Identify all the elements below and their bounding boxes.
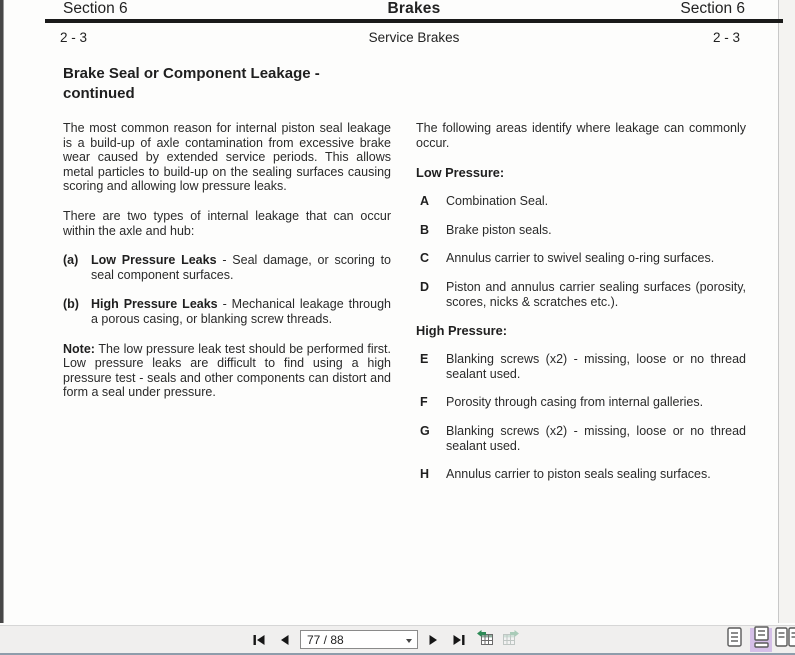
header-section-left: Section 6	[63, 0, 128, 17]
page-number-input[interactable]	[301, 632, 397, 647]
section-title: Brake Seal or Component Leakage - continued	[63, 65, 320, 102]
list-item	[63, 297, 391, 326]
next-view-button[interactable]	[501, 631, 520, 649]
list-item-rest: - Mechanical leakage through a porous casing, or blanking screw threads.	[91, 297, 391, 326]
previous-view-button[interactable]	[475, 631, 494, 649]
previous-page-button[interactable]	[275, 631, 293, 649]
list-item	[416, 352, 746, 381]
page-number-combobox[interactable]	[300, 630, 418, 649]
note-paragraph	[63, 342, 391, 400]
high-pressure-heading: High Pressure:	[416, 323, 508, 339]
list-item-label: E	[420, 352, 429, 367]
header-subtitle: Service Brakes	[368, 30, 460, 45]
list-item-text: Annulus carrier to piston seals sealing surfaces.	[446, 467, 711, 482]
header-section-right: Section 6	[680, 0, 745, 17]
first-page-icon	[252, 633, 266, 647]
list-item-text	[91, 253, 391, 282]
list-item-text: Annulus carrier to swivel sealing o-ring surfaces.	[446, 251, 715, 266]
continuous-layout-button[interactable]	[750, 628, 772, 652]
list-item-text	[91, 297, 391, 326]
list-item-text: Porosity through casing from internal galleries.	[446, 395, 704, 410]
previous-page-icon	[278, 633, 290, 647]
list-item-label: (b)	[63, 297, 79, 312]
last-page-button[interactable]	[450, 631, 468, 649]
previous-view-icon	[476, 629, 494, 651]
list-item	[416, 467, 746, 482]
paragraph: The most common reason for internal piston seal leakage is a build-up of axle contamination from excessive brake wear caused by extended service periods. This allows metal particles to build-up on the sealing surfaces causing scoring and allowing low pressure leaks.	[63, 121, 391, 194]
list-item	[63, 253, 391, 282]
list-item-label: (a)	[63, 253, 79, 268]
list-item-text: Blanking screws (x2) - missing, loose or no thread sealant used.	[446, 423, 746, 453]
list-item-label: H	[420, 467, 430, 482]
list-item-label: A	[420, 194, 430, 209]
paragraph: The following areas identify where leakage can commonly occur.	[416, 121, 746, 150]
facing-pages-layout-button[interactable]	[777, 628, 795, 652]
note-text: The low pressure leak test should be performed first. Low pressure leaks are difficult to find using a high pressure test - seals and other components can distort and form a seal under pressure.	[63, 341, 391, 400]
list-item-text: Blanking screws (x2) - missing, loose or no thread sealant used.	[446, 352, 746, 381]
header-pageno-left: 2 - 3	[60, 30, 88, 45]
list-item-label: B	[420, 222, 430, 237]
left-column	[63, 64, 391, 400]
next-view-icon	[502, 629, 520, 651]
page-layout-controls	[723, 626, 795, 653]
list-item	[416, 424, 746, 453]
note-label: Note:	[63, 341, 95, 356]
list-item-label: F	[420, 395, 428, 410]
list-item	[416, 251, 746, 266]
paragraph: There are two types of internal leakage that can occur within the axle and hub:	[63, 208, 391, 238]
next-page-icon	[428, 633, 440, 647]
list-item-text: Brake piston seals.	[446, 222, 552, 237]
list-item-text: Combination Seal.	[446, 194, 549, 209]
list-item-bold: High Pressure Leaks	[91, 297, 218, 312]
list-item-bold: Low Pressure Leaks	[91, 253, 217, 268]
list-item	[416, 395, 746, 410]
list-item-text: Piston and annulus carrier sealing surfaces (porosity, scores, nicks & scratches etc.).	[446, 279, 746, 309]
list-item	[416, 194, 746, 209]
list-item-label: C	[420, 251, 430, 266]
header-pageno-right: 2 - 3	[712, 30, 740, 45]
last-page-icon	[452, 633, 466, 647]
list-item-label: D	[420, 279, 430, 294]
viewer-toolbar	[0, 625, 795, 655]
continuous-layout-icon	[754, 626, 769, 653]
list-item-label: G	[420, 423, 430, 438]
header-title: Brakes	[387, 0, 441, 17]
next-page-button[interactable]	[425, 631, 443, 649]
list-item	[416, 223, 746, 238]
single-page-layout-button[interactable]	[723, 628, 745, 652]
right-column	[416, 121, 746, 496]
list-item-rest: - Seal damage, or scoring to seal component surfaces.	[91, 253, 391, 282]
facing-pages-layout-icon	[775, 627, 795, 652]
low-pressure-heading: Low Pressure:	[416, 165, 505, 181]
single-page-layout-icon	[727, 627, 742, 652]
first-page-button[interactable]	[250, 631, 268, 649]
chevron-down-icon[interactable]	[406, 639, 412, 643]
list-item	[416, 280, 746, 309]
page-navigation	[250, 626, 520, 653]
